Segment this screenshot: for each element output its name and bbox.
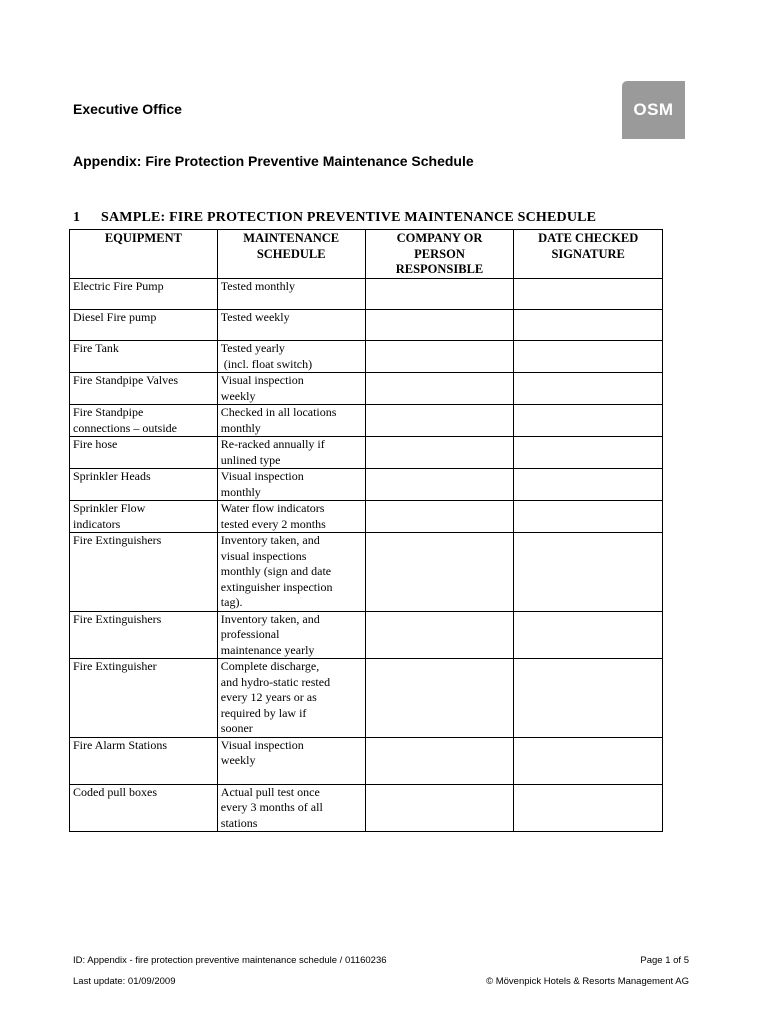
schedule-cell	[217, 533, 365, 612]
schedule-cell	[217, 310, 365, 341]
maintenance-schedule-table	[69, 229, 663, 832]
equipment-cell	[70, 611, 218, 659]
equipment-cell-line: Sprinkler Flow	[73, 501, 146, 515]
schedule-cell-line: Checked in all locations	[220, 405, 337, 419]
date-signature-cell[interactable]	[514, 437, 663, 469]
column-header-line: PERSON	[414, 246, 465, 261]
company-responsible-cell[interactable]	[365, 784, 514, 832]
schedule-cell-line: Inventory taken, and	[220, 533, 320, 547]
column-header-line: RESPONSIBLE	[395, 262, 484, 276]
equipment-cell-line: Diesel Fire pump	[73, 310, 157, 324]
table-row	[70, 501, 663, 533]
equipment-cell-line: Fire Extinguishers	[73, 533, 162, 547]
company-responsible-cell[interactable]	[365, 405, 514, 437]
column-header-line: EQUIPMENT	[104, 231, 182, 245]
company-responsible-cell[interactable]	[365, 341, 514, 373]
equipment-cell-line: Fire Tank	[73, 341, 119, 355]
equipment-cell	[70, 373, 218, 405]
equipment-cell-line: Fire hose	[73, 437, 118, 451]
equipment-cell	[70, 784, 218, 832]
table-row	[70, 405, 663, 437]
schedule-cell-line: Tested yearly	[220, 341, 285, 355]
equipment-cell	[70, 501, 218, 533]
company-responsible-cell[interactable]	[365, 437, 514, 469]
equipment-cell	[70, 659, 218, 738]
schedule-cell-line: stations	[220, 815, 258, 830]
equipment-cell	[70, 533, 218, 612]
footer-page-number: Page 1 of 5	[640, 955, 689, 966]
table-body	[70, 279, 663, 832]
equipment-cell	[70, 279, 218, 310]
schedule-cell-line: monthly	[220, 484, 261, 499]
schedule-cell	[217, 659, 365, 738]
date-signature-cell[interactable]	[514, 737, 663, 784]
table-row	[70, 784, 663, 832]
table-row	[70, 310, 663, 341]
column-header-date-checked-signature	[514, 230, 663, 279]
schedule-cell-line: Re-racked annually if	[220, 437, 325, 451]
logo-text: OSM	[633, 100, 674, 119]
column-header-line: DATE CHECKED	[538, 231, 639, 245]
section-heading-text: SAMPLE: FIRE PROTECTION PREVENTIVE MAINTENANCE SCHEDULE	[101, 210, 597, 225]
column-header-line: MAINTENANCE	[243, 231, 340, 245]
schedule-cell-line: required by law if	[220, 705, 307, 720]
schedule-cell-line: monthly	[220, 420, 261, 435]
company-responsible-cell[interactable]	[365, 611, 514, 659]
equipment-cell-line: Coded pull boxes	[73, 784, 157, 799]
schedule-cell	[217, 737, 365, 784]
schedule-cell-line: every 3 months of all	[220, 800, 323, 814]
table-row	[70, 659, 663, 738]
schedule-cell-line: sooner	[220, 721, 253, 735]
schedule-cell	[217, 437, 365, 469]
table-row	[70, 533, 663, 612]
schedule-cell-line: monthly (sign and date	[220, 564, 332, 578]
schedule-cell	[217, 405, 365, 437]
date-signature-cell[interactable]	[514, 659, 663, 738]
equipment-cell-line: indicators	[73, 516, 121, 531]
equipment-cell	[70, 469, 218, 501]
equipment-cell-line: Sprinkler Heads	[73, 469, 151, 483]
company-responsible-cell[interactable]	[365, 279, 514, 310]
column-header-company-or-person-responsible	[365, 230, 514, 279]
schedule-cell-line: Tested weekly	[220, 310, 290, 324]
column-header-line: SIGNATURE	[551, 246, 625, 261]
section-heading	[73, 210, 596, 226]
schedule-cell-line: Tested monthly	[220, 279, 295, 293]
date-signature-cell[interactable]	[514, 533, 663, 612]
date-signature-cell[interactable]	[514, 310, 663, 341]
schedule-cell	[217, 279, 365, 310]
company-responsible-cell[interactable]	[365, 310, 514, 341]
equipment-cell-line: connections – outside	[73, 420, 177, 435]
equipment-cell-line: Fire Standpipe	[73, 405, 144, 419]
company-responsible-cell[interactable]	[365, 533, 514, 612]
header-title: Executive Office	[73, 101, 182, 117]
schedule-cell-line: every 12 years or as	[220, 690, 317, 704]
column-header-equipment	[70, 230, 218, 279]
footer-copyright: © Mövenpick Hotels & Resorts Management AG	[486, 976, 689, 987]
footer-last-update: Last update: 01/09/2009	[73, 976, 176, 987]
date-signature-cell[interactable]	[514, 405, 663, 437]
table-row	[70, 341, 663, 373]
table-row	[70, 437, 663, 469]
table-row	[70, 279, 663, 310]
schedule-cell-line: visual inspections	[220, 548, 307, 563]
schedule-cell-line: Visual inspection	[220, 737, 304, 752]
column-header-line: COMPANY OR	[396, 231, 483, 245]
equipment-cell-line: Fire Extinguishers	[73, 611, 162, 626]
schedule-cell-line: Water flow indicators	[220, 501, 325, 515]
schedule-cell	[217, 373, 365, 405]
footer-document-id: ID: Appendix - fire protection preventive maintenance schedule / 01160236	[73, 955, 387, 966]
date-signature-cell[interactable]	[514, 784, 663, 832]
date-signature-cell[interactable]	[514, 373, 663, 405]
schedule-cell	[217, 341, 365, 373]
schedule-cell-line: tested every 2 months	[220, 516, 326, 531]
table-header-row	[70, 230, 663, 279]
appendix-title: Appendix: Fire Protection Preventive Maintenance Schedule	[73, 153, 474, 169]
schedule-cell-line: professional	[220, 627, 280, 641]
equipment-cell	[70, 737, 218, 784]
equipment-cell	[70, 341, 218, 373]
schedule-cell-line: (incl. float switch)	[220, 356, 313, 371]
column-header-line: SCHEDULE	[256, 246, 326, 261]
schedule-cell-line: maintenance yearly	[220, 642, 315, 657]
schedule-cell-line: Inventory taken, and	[220, 611, 320, 626]
schedule-cell-line: tag).	[220, 595, 243, 609]
schedule-cell-line: Visual inspection	[220, 469, 304, 483]
equipment-cell-line: Electric Fire Pump	[73, 279, 164, 293]
equipment-cell	[70, 437, 218, 469]
schedule-cell-line: unlined type	[220, 452, 281, 467]
osm-logo	[622, 81, 685, 139]
schedule-cell	[217, 611, 365, 659]
date-signature-cell[interactable]	[514, 501, 663, 533]
table-row	[70, 611, 663, 659]
equipment-cell-line: Fire Extinguisher	[73, 659, 157, 673]
date-signature-cell[interactable]	[514, 279, 663, 310]
table-row	[70, 373, 663, 405]
schedule-cell	[217, 501, 365, 533]
company-responsible-cell[interactable]	[365, 737, 514, 784]
schedule-cell-line: weekly	[220, 753, 256, 767]
equipment-cell	[70, 405, 218, 437]
company-responsible-cell[interactable]	[365, 501, 514, 533]
date-signature-cell[interactable]	[514, 469, 663, 501]
table-row	[70, 469, 663, 501]
schedule-cell-line: Actual pull test once	[220, 784, 320, 799]
date-signature-cell[interactable]	[514, 611, 663, 659]
schedule-cell-line: and hydro-static rested	[220, 674, 331, 689]
equipment-cell-line: Fire Alarm Stations	[73, 737, 167, 752]
schedule-cell	[217, 784, 365, 832]
company-responsible-cell[interactable]	[365, 373, 514, 405]
schedule-cell-line: Complete discharge,	[220, 659, 320, 673]
schedule-cell-line: Visual inspection	[220, 373, 304, 387]
company-responsible-cell[interactable]	[365, 659, 514, 738]
date-signature-cell[interactable]	[514, 341, 663, 373]
equipment-cell	[70, 310, 218, 341]
equipment-cell-line: Fire Standpipe Valves	[73, 373, 179, 387]
schedule-cell-line: extinguisher inspection	[220, 579, 333, 594]
table-row	[70, 737, 663, 784]
schedule-cell-line: weekly	[220, 388, 256, 403]
schedule-cell	[217, 469, 365, 501]
column-header-maintenance-schedule	[217, 230, 365, 279]
company-responsible-cell[interactable]	[365, 469, 514, 501]
section-number: 1	[73, 210, 81, 225]
